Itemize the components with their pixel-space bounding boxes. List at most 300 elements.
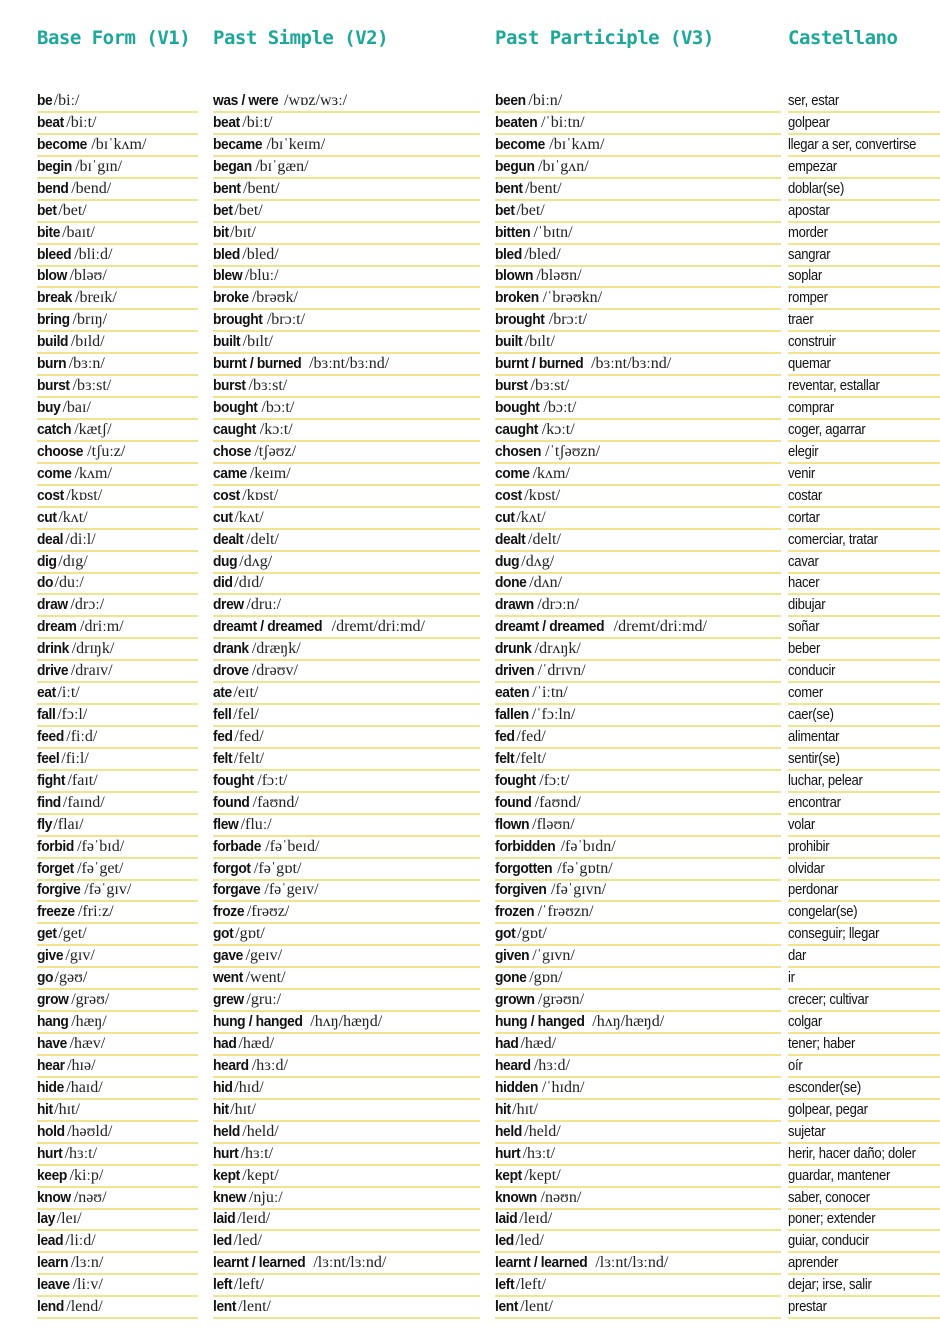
base-form-word: bet [37,201,57,219]
base-form-cell [37,398,198,420]
base-form-word: blow [37,267,67,285]
base-form-cell [37,552,198,574]
past-simple-phonetic: /dʌg/ [239,552,273,570]
base-form-cell [37,1144,198,1166]
base-form-word: give [37,947,64,965]
past-simple-word: brought [213,311,263,329]
base-form-phonetic: /fəˈget/ [77,859,124,877]
castellano-translation: congelar(se) [788,904,858,921]
castellano-cell [788,1231,940,1253]
past-simple-phonetic: /fəˈgɒt/ [253,859,302,877]
past-simple-cell [213,661,480,683]
verb-row [0,815,940,837]
castellano-translation: volar [788,816,815,833]
past-simple-cell [213,223,480,245]
base-form-word: buy [37,399,61,417]
castellano-cell [788,1297,940,1319]
past-simple-phonetic: /held/ [242,1122,279,1140]
base-form-word: cost [37,486,64,504]
past-simple-word: learnt / learned [213,1254,306,1272]
past-participle-word: caught [495,420,539,438]
castellano-translation: llegar a ser, convertirse [788,136,917,153]
castellano-cell [788,990,940,1012]
castellano-cell [788,530,940,552]
base-form-phonetic: /drɔː/ [70,596,105,614]
past-participle-phonetic: /gɒn/ [529,969,563,987]
past-participle-phonetic: /hɜːd/ [533,1056,570,1074]
base-form-cell [37,376,198,398]
past-participle-cell [495,1078,781,1100]
past-participle-phonetic: /ˈbrəʊkn/ [542,289,603,307]
castellano-cell [788,573,940,595]
base-form-phonetic: /biː/ [53,92,80,109]
verb-row [0,552,940,574]
past-participle-phonetic: /leɪd/ [519,1210,553,1228]
base-form-phonetic: /kætʃ/ [74,420,112,438]
verb-row [0,1012,940,1034]
past-participle-word: beaten [495,113,538,131]
base-form-cell [37,113,198,135]
verb-row [0,332,940,354]
past-simple-phonetic: /hɪt/ [230,1100,256,1118]
past-simple-word: hid [213,1078,233,1096]
base-form-cell [37,595,198,617]
past-simple-word: caught [213,420,257,438]
past-participle-cell [495,332,781,354]
verb-row [0,793,940,815]
verb-row [0,1078,940,1100]
base-form-cell [37,486,198,508]
castellano-translation: oír [788,1057,803,1074]
past-simple-word: found [213,793,250,811]
castellano-cell [788,837,940,859]
past-simple-word: froze [213,903,245,921]
base-form-word: grow [37,991,69,1009]
base-form-phonetic: /bləʊ/ [69,267,107,285]
past-participle-cell [495,223,781,245]
past-simple-cell [213,573,480,595]
past-simple-word: grew [213,991,244,1009]
base-form-word: forget [37,859,74,877]
past-participle-cell [495,1144,781,1166]
past-simple-cell [213,91,480,113]
past-participle-cell [495,990,781,1012]
base-form-phonetic: /duː/ [54,574,84,592]
past-participle-cell [495,266,781,288]
base-form-phonetic: /liːv/ [72,1276,103,1294]
verb-row [0,288,940,310]
past-participle-cell [495,1231,781,1253]
past-participle-cell [495,771,781,793]
base-form-word: come [37,464,72,482]
verb-row [0,705,940,727]
base-form-word: beat [37,113,64,131]
base-form-phonetic: /kiːp/ [69,1166,104,1184]
castellano-translation: ser, estar [788,93,839,109]
base-form-word: hit [37,1100,53,1118]
past-simple-phonetic: /left/ [233,1276,265,1294]
past-simple-word: felt [213,749,233,767]
castellano-cell [788,552,940,574]
castellano-translation: dibujar [788,597,826,614]
verb-row [0,135,940,157]
base-form-cell [37,1188,198,1210]
past-participle-cell [495,398,781,420]
past-participle-cell [495,1297,781,1319]
castellano-translation: romper [788,290,828,307]
base-form-word: drive [37,662,69,680]
base-form-word: bite [37,223,61,241]
past-simple-word: ate [213,684,232,702]
past-participle-cell [495,376,781,398]
castellano-cell [788,880,940,902]
castellano-translation: dar [788,948,807,965]
past-participle-cell [495,946,781,968]
past-simple-cell [213,245,480,267]
past-participle-cell [495,1166,781,1188]
castellano-translation: empezar [788,158,837,175]
past-simple-word: heard [213,1056,249,1074]
past-simple-phonetic: /dræŋk/ [251,640,301,658]
past-participle-cell [495,157,781,179]
castellano-translation: traer [788,312,814,329]
past-simple-phonetic: /hɪd/ [234,1078,264,1096]
base-form-phonetic: /kɒst/ [66,486,103,504]
past-simple-cell [213,1056,480,1078]
verb-row [0,179,940,201]
base-form-word: hide [37,1078,64,1096]
base-form-phonetic: /bɪˈkʌm/ [91,135,147,153]
past-simple-word: was / were [213,92,279,109]
verb-row [0,91,940,113]
castellano-translation: cortar [788,509,820,526]
castellano-translation: morder [788,224,828,241]
castellano-translation: venir [788,465,815,482]
past-simple-word: burst [213,377,246,395]
past-participle-cell [495,595,781,617]
past-simple-phonetic: /eɪt/ [233,684,259,702]
past-simple-word: cost [213,486,240,504]
base-form-phonetic: /faɪnd/ [62,793,105,811]
verb-row [0,1297,940,1319]
past-participle-word: hidden [495,1078,539,1096]
past-participle-cell [495,113,781,135]
past-participle-phonetic: /ˈhɪdn/ [541,1078,585,1096]
past-simple-cell [213,354,480,376]
base-form-cell [37,1034,198,1056]
castellano-cell [788,91,940,113]
past-participle-phonetic: /fed/ [516,727,546,745]
castellano-translation: soñar [788,619,820,636]
base-form-phonetic: /hæv/ [69,1034,106,1052]
past-participle-word: burnt / burned [495,355,584,373]
base-form-word: lay [37,1210,56,1228]
past-simple-phonetic: /fed/ [234,727,264,745]
castellano-translation: comer [788,685,823,702]
base-form-cell [37,245,198,267]
past-participle-word: cost [495,486,522,504]
base-form-cell [37,727,198,749]
past-simple-word: dug [213,552,238,570]
base-form-phonetic: /breɪk/ [75,289,117,307]
verb-row [0,859,940,881]
castellano-cell [788,245,940,267]
past-simple-phonetic: /led/ [233,1232,262,1250]
past-simple-cell [213,1012,480,1034]
past-simple-cell [213,924,480,946]
past-participle-cell [495,530,781,552]
past-simple-phonetic: /brɔːt/ [266,311,306,329]
base-form-word: hurt [37,1144,63,1162]
base-form-word: do [37,574,54,592]
base-form-word: burst [37,377,70,395]
past-participle-word: fallen [495,706,529,724]
past-participle-cell [495,1209,781,1231]
past-simple-word: forbade [213,837,262,855]
base-form-phonetic: /lend/ [66,1298,103,1316]
base-form-phonetic: /fəˈbɪd/ [77,837,125,855]
past-simple-cell [213,771,480,793]
verb-row [0,398,940,420]
past-simple-phonetic: /hʌŋ/hæŋd/ [310,1013,383,1031]
base-form-word: have [37,1034,67,1052]
base-form-phonetic: /drɪŋk/ [71,640,115,658]
past-participle-phonetic: /fɔːt/ [539,771,570,789]
past-simple-cell [213,376,480,398]
verb-row [0,771,940,793]
past-simple-word: came [213,464,247,482]
past-simple-word: fought [213,771,254,789]
base-form-cell [37,639,198,661]
past-simple-cell [213,157,480,179]
castellano-translation: coger, agarrar [788,421,866,438]
castellano-cell [788,310,940,332]
past-simple-phonetic: /hɜːd/ [251,1056,288,1074]
base-form-phonetic: /leɪ/ [56,1210,82,1228]
past-participle-cell [495,201,781,223]
past-participle-phonetic: /kept/ [524,1166,561,1184]
past-simple-word: did [213,574,233,592]
base-form-phonetic: /grəʊ/ [71,991,110,1009]
castellano-cell [788,771,940,793]
past-participle-phonetic: /bləʊn/ [536,267,582,285]
castellano-cell [788,266,940,288]
past-simple-word: bled [213,245,240,263]
past-simple-phonetic: /kɔːt/ [259,420,293,438]
castellano-cell [788,398,940,420]
past-simple-cell [213,464,480,486]
base-form-word: become [37,135,87,153]
castellano-cell [788,859,940,881]
base-form-phonetic: /kʌm/ [74,464,112,482]
castellano-cell [788,968,940,990]
past-simple-phonetic: /njuː/ [248,1188,283,1206]
base-form-word: find [37,793,61,811]
past-simple-word: blew [213,267,243,285]
past-participle-word: forgiven [495,881,547,899]
past-simple-cell [213,880,480,902]
past-participle-word: hit [495,1100,511,1118]
base-form-phonetic: /iːt/ [57,684,80,702]
past-simple-cell [213,837,480,859]
base-form-word: know [37,1188,71,1206]
base-form-word: cut [37,508,57,526]
past-simple-word: broke [213,289,249,307]
base-form-cell [37,617,198,639]
base-form-word: fight [37,771,66,789]
past-participle-word: broken [495,289,539,307]
castellano-translation: conducir [788,663,836,680]
past-simple-cell [213,1188,480,1210]
past-participle-word: given [495,947,530,965]
past-simple-cell [213,683,480,705]
past-simple-word: forgot [213,859,251,877]
verb-row [0,1188,940,1210]
past-simple-word: burnt / burned [213,355,302,373]
past-simple-cell [213,727,480,749]
past-participle-phonetic: /brɔːt/ [548,311,588,329]
base-form-phonetic: /friːz/ [77,903,114,921]
base-form-word: be [37,92,53,109]
verb-row [0,946,940,968]
base-form-cell [37,310,198,332]
past-participle-phonetic: /fəˈbɪdn/ [560,837,616,855]
past-participle-word: hung / hanged [495,1013,585,1031]
base-form-word: fly [37,815,53,833]
base-form-phonetic: /liːd/ [65,1232,96,1250]
past-participle-word: chosen [495,442,542,460]
base-form-word: draw [37,596,68,614]
verb-row [0,508,940,530]
verb-row [0,464,940,486]
base-form-phonetic: /bɜːn/ [68,355,105,373]
base-form-phonetic: /haɪd/ [66,1078,103,1096]
castellano-translation: conseguir; llegar [788,926,880,943]
past-simple-phonetic: /bluː/ [244,267,279,285]
past-simple-word: bought [213,399,258,417]
castellano-translation: prestar [788,1299,827,1316]
verb-row [0,310,940,332]
past-simple-cell [213,705,480,727]
verb-row [0,245,940,267]
past-participle-cell [495,245,781,267]
castellano-translation: crecer; cultivar [788,992,869,1009]
verb-row [0,595,940,617]
past-participle-phonetic: /drɔːn/ [537,596,579,614]
base-form-word: dig [37,552,57,570]
past-simple-cell [213,1297,480,1319]
castellano-cell [788,223,940,245]
past-simple-cell [213,595,480,617]
base-form-cell [37,420,198,442]
past-participle-cell [495,1012,781,1034]
past-participle-phonetic: /fəˈgɪvn/ [550,881,607,899]
past-participle-cell [495,661,781,683]
past-simple-cell [213,442,480,464]
past-participle-word: grown [495,991,535,1009]
base-form-word: fall [37,706,56,724]
past-participle-cell [495,310,781,332]
verb-row [0,617,940,639]
base-form-word: forgive [37,881,81,899]
base-form-cell [37,968,198,990]
past-participle-phonetic: /bet/ [516,201,545,219]
base-form-phonetic: /bɪˈgɪn/ [75,157,123,175]
past-simple-cell [213,1275,480,1297]
base-form-phonetic: /driːm/ [80,618,124,636]
castellano-translation: guardar, mantener [788,1167,891,1184]
past-participle-word: learnt / learned [495,1254,588,1272]
past-participle-cell [495,617,781,639]
past-simple-cell [213,1034,480,1056]
base-form-word: build [37,333,69,351]
castellano-cell [788,1100,940,1122]
past-simple-phonetic: /wɒz/wɜː/ [284,92,348,109]
past-participle-word: forbidden [495,837,556,855]
castellano-cell [788,1188,940,1210]
past-participle-word: drunk [495,640,532,658]
verb-row [0,420,940,442]
verb-row [0,968,940,990]
base-form-phonetic: /faɪt/ [67,771,98,789]
past-simple-phonetic: /fluː/ [240,815,272,833]
past-participle-cell [495,354,781,376]
past-simple-cell [213,639,480,661]
past-simple-word: forgave [213,881,261,899]
past-simple-phonetic: /brəʊk/ [251,289,298,307]
past-simple-phonetic: /kʌt/ [234,508,264,526]
base-form-cell [37,508,198,530]
verb-row [0,661,940,683]
base-form-cell [37,1056,198,1078]
past-participle-phonetic: /hɪt/ [512,1100,538,1118]
past-participle-phonetic: /left/ [515,1276,547,1294]
castellano-cell [788,1209,940,1231]
past-participle-phonetic: /hʌŋ/hæŋd/ [592,1013,665,1031]
past-participle-cell [495,683,781,705]
verb-row [0,266,940,288]
castellano-cell [788,1253,940,1275]
base-form-cell [37,223,198,245]
base-form-cell [37,1209,198,1231]
base-form-word: catch [37,420,72,438]
past-simple-cell [213,990,480,1012]
past-participle-word: bent [495,179,523,197]
past-simple-cell [213,486,480,508]
past-participle-phonetic: /felt/ [515,749,547,767]
past-participle-cell [495,902,781,924]
castellano-translation: guiar, conducir [788,1233,869,1250]
base-form-cell [37,1122,198,1144]
past-simple-phonetic: /tʃəʊz/ [254,442,297,460]
past-simple-cell [213,1231,480,1253]
castellano-cell [788,1078,940,1100]
past-participle-word: lent [495,1298,519,1316]
past-simple-word: hit [213,1100,229,1118]
base-form-word: hold [37,1122,65,1140]
castellano-cell [788,1012,940,1034]
castellano-cell [788,442,940,464]
castellano-cell [788,354,940,376]
base-form-cell [37,354,198,376]
castellano-cell [788,683,940,705]
base-form-cell [37,771,198,793]
past-participle-phonetic: /gɒt/ [517,925,547,943]
past-participle-word: driven [495,662,535,680]
base-form-word: bend [37,179,69,197]
past-simple-phonetic: /hɜːt/ [240,1144,274,1162]
castellano-cell [788,924,940,946]
